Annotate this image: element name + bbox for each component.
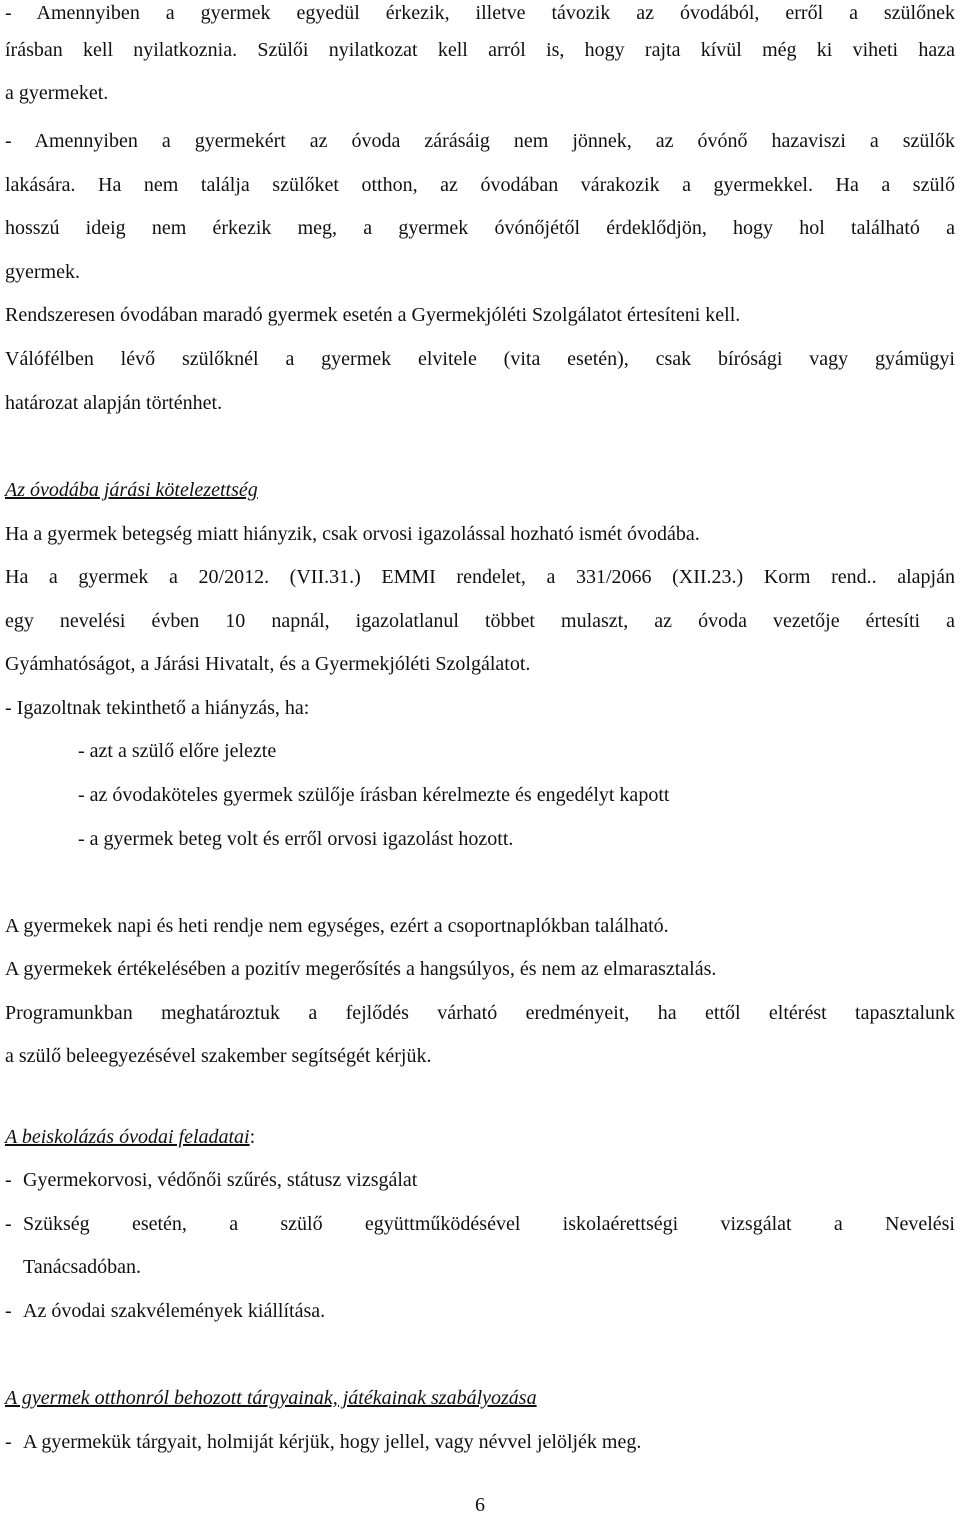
text-line: Gyámhatóságot, a Járási Hivatalt, és a Gyermekjóléti Szolgálatot. <box>5 653 531 675</box>
text-line: - Igazoltnak tekinthető a hiányzás, ha: <box>5 697 310 719</box>
text-line: Ha a gyermek a 20/2012. (VII.31.) EMMI rendelet, a 331/2066 (XII.23.) Korm rend.. alapján <box>5 566 955 588</box>
text-line: A gyermekek napi és heti rendje nem egységes, ezért a csoportnaplókban található. <box>5 915 669 937</box>
text-line: egy nevelési évben 10 napnál, igazolatlanul többet mulaszt, az óvoda vezetője értesíti a <box>5 610 955 632</box>
section-heading-attendance: Az óvodába járási kötelezettség <box>5 479 258 501</box>
text-line: gyermek. <box>5 261 80 283</box>
section-heading-school-readiness: A beiskolázás óvodai feladatai: <box>5 1126 256 1148</box>
text-line: írásban kell nyilatkoznia. Szülői nyilatkozat kell arról is, hogy rajta kívül még ki viheti haza <box>5 39 955 61</box>
list-item-continuation: Tanácsadóban. <box>23 1256 141 1278</box>
list-item: Gyermekorvosi, védőnői szűrés, státusz vizsgálat <box>23 1169 418 1191</box>
list-item: A gyermekük tárgyait, holmiját kérjük, hogy jellel, vagy névvel jelöljék meg. <box>23 1431 642 1453</box>
text-line: Rendszeresen óvodában maradó gyermek esetén a Gyermekjóléti Szolgálatot értesíteni kell. <box>5 304 741 326</box>
text-line: Ha a gyermek betegség miatt hiányzik, csak orvosi igazolással hozható ismét óvodába. <box>5 523 700 545</box>
text-line: a gyermeket. <box>5 82 109 104</box>
list-dash: - <box>5 1300 12 1322</box>
list-item: Az óvodai szakvélemények kiállítása. <box>23 1300 326 1322</box>
text-line: A gyermekek értékelésében a pozitív megerősítés a hangsúlyos, és nem az elmarasztalás. <box>5 958 717 980</box>
list-item: - a gyermek beteg volt és erről orvosi igazolást hozott. <box>78 828 514 850</box>
text-line: a szülő beleegyezésével szakember segítségét kérjük. <box>5 1045 432 1067</box>
text-line: lakására. Ha nem találja szülőket otthon, az óvodában várakozik a gyermekkel. Ha a szülő <box>5 174 955 196</box>
text-line: Programunkban meghatároztuk a fejlődés várható eredményeit, ha ettől eltérést tapasztalunk <box>5 1002 955 1024</box>
list-item: - az óvodaköteles gyermek szülője írásban kérelmezte és engedélyt kapott <box>78 784 670 806</box>
list-item: - azt a szülő előre jelezte <box>78 740 277 762</box>
text-line: Válófélben lévő szülőknél a gyermek elvitele (vita esetén), csak bírósági vagy gyámügyi <box>5 348 955 370</box>
list-item: Szükség esetén, a szülő együttműködésével iskolaérettségi vizsgálat a Nevelési <box>23 1213 955 1235</box>
section-heading-belongings: A gyermek otthonról behozott tárgyainak, játékainak szabályozása <box>5 1387 537 1409</box>
page-number: 6 <box>475 1494 485 1516</box>
text-line: - Amennyiben a gyermekért az óvoda zárásáig nem jönnek, az óvónő hazaviszi a szülők <box>5 130 955 152</box>
list-dash: - <box>5 1169 12 1191</box>
text-line: - Amennyiben a gyermek egyedül érkezik, illetve távozik az óvodából, erről a szülőnek <box>5 2 955 24</box>
text-line: hosszú ideig nem érkezik meg, a gyermek óvónőjétől érdeklődjön, hogy hol található a <box>5 217 955 239</box>
list-dash: - <box>5 1431 12 1453</box>
list-dash: - <box>5 1213 12 1235</box>
text-line: határozat alapján történhet. <box>5 392 223 414</box>
